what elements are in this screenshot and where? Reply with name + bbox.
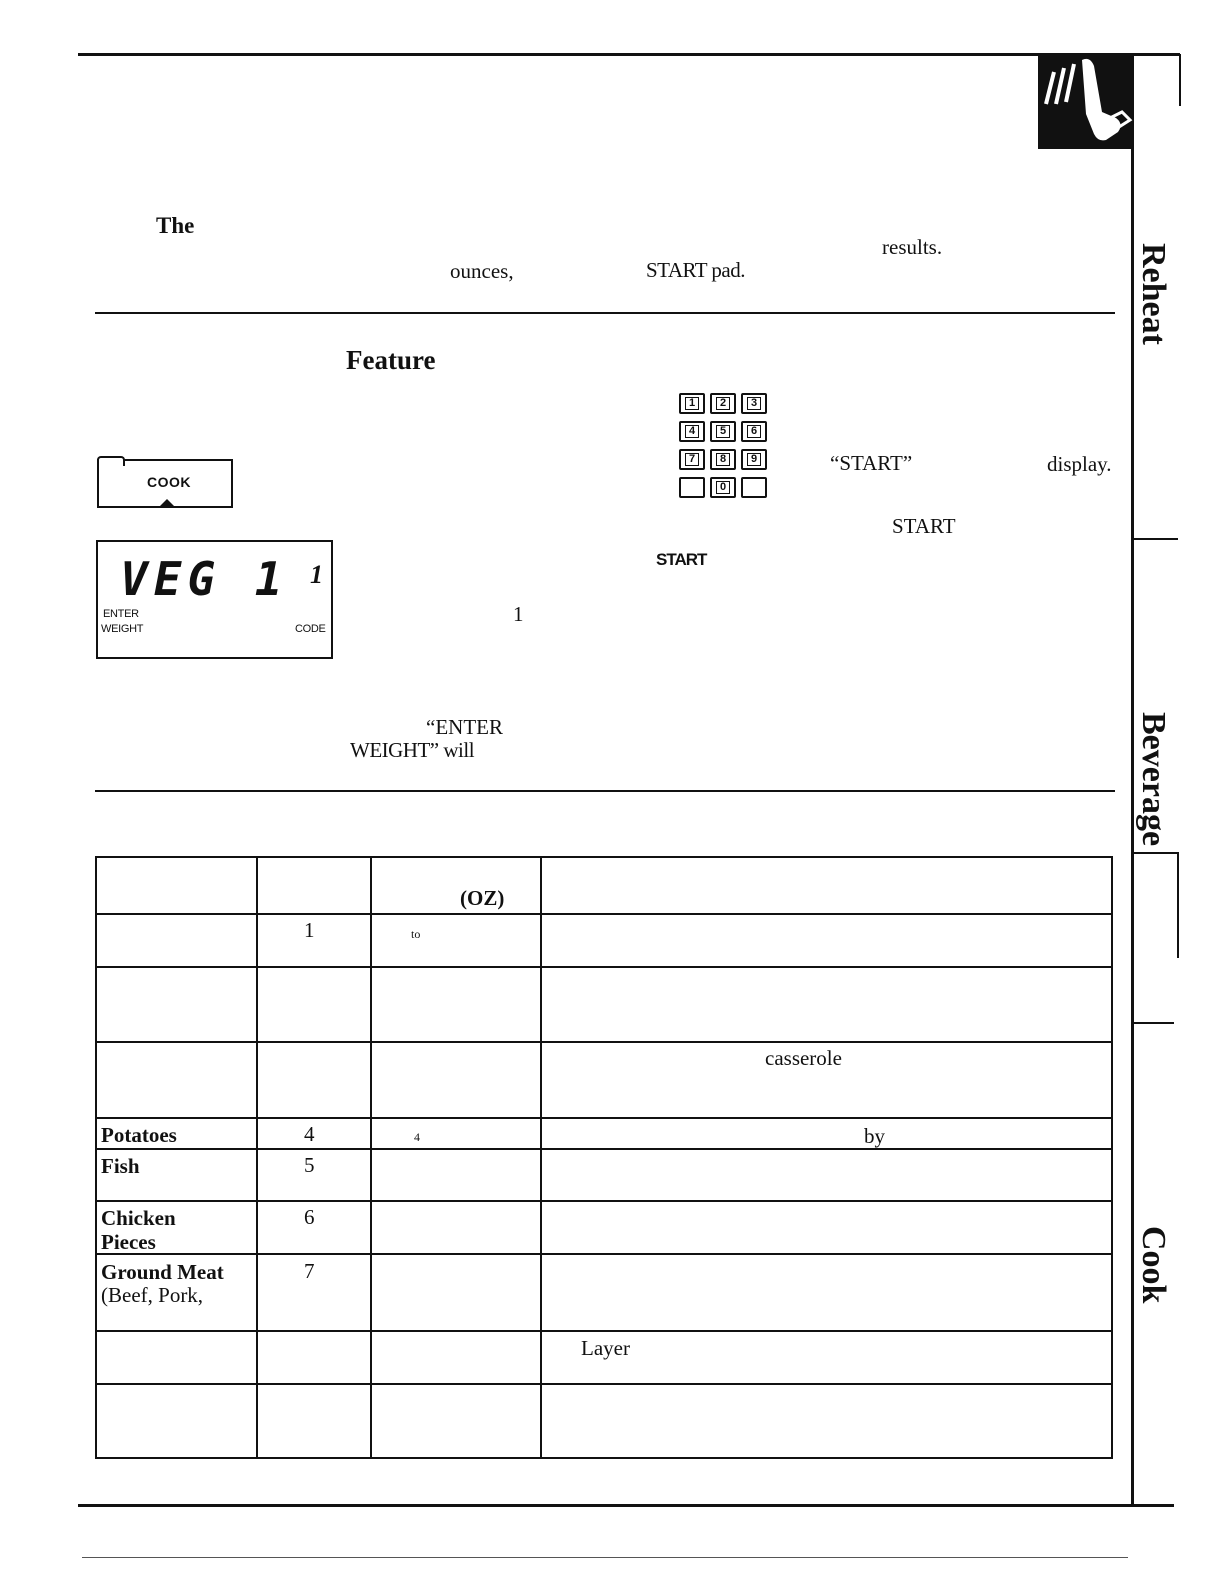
- bottom-rule: [78, 1504, 1174, 1507]
- display-code-label: CODE: [295, 623, 326, 635]
- table-row-divider: [97, 1330, 1111, 1332]
- body-start-word: START: [892, 514, 956, 538]
- cook-pad-indicator-icon: [159, 499, 175, 507]
- table-row-divider: [97, 966, 1111, 968]
- body-digit-one: 1: [513, 602, 524, 626]
- tab-divider-3: [1132, 1022, 1174, 1024]
- cook-pad-tab: [97, 456, 125, 466]
- number-keypad: [679, 393, 771, 501]
- key-6[interactable]: 6: [741, 421, 767, 442]
- section-divider-1: [95, 312, 1115, 314]
- key-blank-right[interactable]: [741, 477, 767, 498]
- start-pad-label[interactable]: START: [656, 550, 707, 569]
- table-cell-notes: Layer: [581, 1336, 630, 1360]
- intro-start-pad: START pad.: [646, 258, 746, 282]
- key-4[interactable]: 4: [679, 421, 705, 442]
- key-5[interactable]: 5: [710, 421, 736, 442]
- tab-cook[interactable]: Cook: [1135, 1226, 1172, 1304]
- table-row-divider: [97, 1253, 1111, 1255]
- key-0[interactable]: 0: [710, 477, 736, 498]
- table-cell-food: Fish: [101, 1154, 140, 1178]
- table-cell-food: Ground Meat: [101, 1260, 224, 1284]
- top-rule: [78, 53, 1180, 56]
- table-header-weight-unit: (OZ): [460, 886, 505, 910]
- table-cell-weight: 4: [414, 1130, 420, 1144]
- display-main-readout: VEG 1: [120, 552, 289, 606]
- table-cell-code: 1: [304, 918, 315, 942]
- intro-word-ounces: ounces,: [450, 259, 514, 283]
- display-weight-label: WEIGHT: [101, 623, 144, 635]
- table-cell-code: 5: [304, 1153, 315, 1177]
- table-col-divider-2: [370, 858, 372, 1457]
- key-3[interactable]: 3: [741, 393, 767, 414]
- section-divider-2: [95, 790, 1115, 792]
- table-cell-food: Potatoes: [101, 1123, 177, 1147]
- tab-divider-2: [1132, 852, 1178, 854]
- footer-rule: [82, 1557, 1128, 1558]
- side-rail-top: [1179, 54, 1181, 106]
- table-row-divider: [97, 1200, 1111, 1202]
- table-cell-notes: by: [864, 1124, 885, 1148]
- tab-divider-1: [1132, 538, 1178, 540]
- tab-reheat[interactable]: Reheat: [1135, 243, 1172, 345]
- key-9[interactable]: 9: [741, 449, 767, 470]
- table-col-divider-1: [256, 858, 258, 1457]
- table-row-divider: [97, 1383, 1111, 1385]
- table-row-divider: [97, 1148, 1111, 1150]
- table-row-divider: [97, 1041, 1111, 1043]
- table-col-divider-3: [540, 858, 542, 1457]
- cook-codes-table: [95, 856, 1113, 1459]
- display-code-digit: 1: [310, 560, 323, 589]
- body-weight-will: WEIGHT” will: [350, 738, 475, 762]
- key-7[interactable]: 7: [679, 449, 705, 470]
- key-2[interactable]: 2: [710, 393, 736, 414]
- table-cell-food: Chicken: [101, 1206, 176, 1230]
- key-1[interactable]: 1: [679, 393, 705, 414]
- table-cell-notes: casserole: [765, 1046, 842, 1070]
- section-heading: Feature: [346, 345, 436, 375]
- key-blank-left[interactable]: [679, 477, 705, 498]
- table-cell-code: 6: [304, 1205, 315, 1229]
- key-8[interactable]: 8: [710, 449, 736, 470]
- table-row-divider: [97, 913, 1111, 915]
- tab-beverage[interactable]: Beverage: [1135, 712, 1172, 847]
- table-cell-food-sub: Pieces: [101, 1230, 156, 1254]
- body-display-word: disp‌lay.: [1047, 452, 1112, 476]
- table-cell-weight: to: [411, 927, 421, 941]
- display-panel: [96, 540, 333, 659]
- table-cell-food-sub: (Beef, Pork,: [101, 1283, 204, 1307]
- tab-divider-2-edge: [1177, 852, 1179, 958]
- hand-pressing-pad-icon: [1038, 54, 1134, 149]
- table-cell-code: 4: [304, 1122, 315, 1146]
- cook-pad-button[interactable]: [97, 459, 233, 508]
- display-enter-label: ENTER: [103, 608, 139, 620]
- table-cell-code: 7: [304, 1259, 315, 1283]
- cook-pad-label: COOK: [147, 474, 191, 490]
- body-enter-quote: “ENTER: [426, 715, 503, 739]
- table-row-divider: [97, 1117, 1111, 1119]
- intro-word-results: results.: [882, 235, 943, 259]
- body-start-quote: “START”: [830, 451, 913, 475]
- intro-word-the: The: [156, 213, 195, 238]
